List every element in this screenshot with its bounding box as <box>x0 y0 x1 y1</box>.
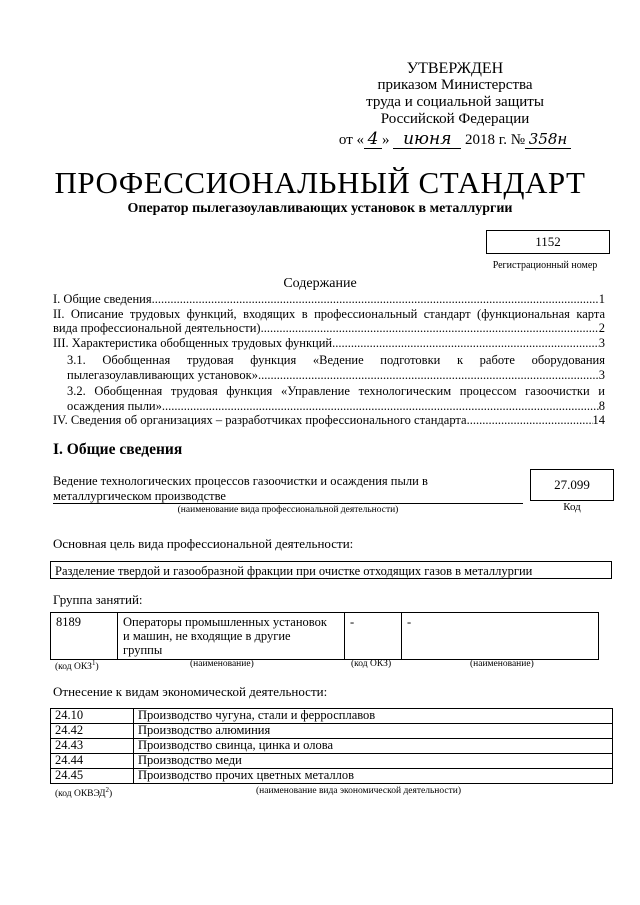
order-month: июня <box>393 131 461 149</box>
registration-label: Регистрационный номер <box>492 260 598 271</box>
approval-line-3: труда и социальной защиты <box>366 94 544 110</box>
toc-item[interactable]: осаждения пыли» ..... 8 <box>67 399 605 414</box>
goal-label: Основная цель вида профессиональной деятельности: <box>53 536 354 551</box>
okved-caption: (код ОКВЭД$^2$) <box>55 786 113 800</box>
order-day: 4 <box>364 131 382 149</box>
document-subtitle: Оператор пылегазоулавливающих установок в металлургии <box>127 201 513 216</box>
toc-item[interactable]: IV. Сведения об организациях – разработчиках профессионального стандарта ..... 14 <box>53 413 605 428</box>
approval-block <box>330 60 580 149</box>
table-row <box>51 739 613 754</box>
order-number: 358н <box>525 131 571 149</box>
order-year: 2018 г. № <box>465 132 526 148</box>
toc-item[interactable]: I. Общие сведения ..... 1 <box>53 292 605 307</box>
okz-code: 8189 <box>51 613 118 660</box>
approval-date-line <box>330 131 580 149</box>
activity-code-caption: Код <box>563 501 581 513</box>
occupation-group-table <box>50 612 599 660</box>
date-day-suffix: » <box>382 132 390 148</box>
econ-label: Отнесение к видам экономической деятельности: <box>53 684 328 699</box>
table-row <box>51 769 613 784</box>
toc-item-line[interactable]: II. Описание трудовых функций, входящих в профессиональный стандарт (функциональная карта <box>53 306 605 321</box>
okz-caption-2: (код ОКЗ) <box>351 659 392 669</box>
registration-number: 1152 <box>486 230 610 254</box>
table-row <box>51 709 613 724</box>
okved-code: 24.10 <box>51 709 134 724</box>
okz-name-2: - <box>402 613 599 660</box>
name-caption-2: (наименование) <box>470 659 534 669</box>
toc-title: Содержание <box>283 276 357 291</box>
okved-code: 24.43 <box>51 739 134 754</box>
toc-item[interactable]: III. Характеристика обобщенных трудовых функций ..... 3 <box>53 336 605 351</box>
goal-box: Разделение твердой и газообразной фракции при очистке отходящих газов в металлургии <box>50 561 612 579</box>
okz-code-2: - <box>345 613 402 660</box>
okved-code: 24.42 <box>51 724 134 739</box>
toc-item[interactable]: пылегазоулавливающих установок» ..... 3 <box>67 368 605 383</box>
section-heading: I. Общие сведения <box>53 441 183 458</box>
okved-name-caption: (наименование вида экономической деятельности) <box>256 786 461 796</box>
activity-code: 27.099 <box>530 469 614 501</box>
activity-underline <box>53 503 523 504</box>
okved-name: Производство меди <box>134 754 613 769</box>
table-row <box>51 613 599 660</box>
okved-name: Производство свинца, цинка и олова <box>134 739 613 754</box>
approval-line-4: Российской Федерации <box>380 111 530 127</box>
approval-title: УТВЕРЖДЕН <box>406 60 504 77</box>
table-row <box>51 724 613 739</box>
toc-item[interactable]: вида профессиональной деятельности) ..... 2 <box>53 321 605 336</box>
approval-line-2: приказом Министерства <box>377 77 533 93</box>
toc-item-line[interactable]: 3.1. Обобщенная трудовая функция «Ведение подготовки к работе оборудования <box>67 353 605 367</box>
okved-name: Производство прочих цветных металлов <box>134 769 613 784</box>
okved-code: 24.44 <box>51 754 134 769</box>
okz-name: Операторы промышленных установок и машин, не входящие в другие группы <box>118 613 345 660</box>
group-label: Группа занятий: <box>53 592 143 607</box>
name-caption: (наименование) <box>190 659 254 669</box>
okved-name: Производство алюминия <box>134 724 613 739</box>
document-title: ПРОФЕССИОНАЛЬНЫЙ СТАНДАРТ <box>54 165 586 200</box>
okved-name: Производство чугуна, стали и ферросплавов <box>134 709 613 724</box>
activity-caption: (наименование вида профессиональной деятельности) <box>177 505 399 515</box>
date-prefix: от « <box>338 132 365 148</box>
table-row <box>51 754 613 769</box>
okved-code: 24.45 <box>51 769 134 784</box>
okz-caption: (код ОКЗ$^1$) <box>55 659 99 673</box>
toc-item-line[interactable]: 3.2. Обобщенная трудовая функция «Управление технологическим процессом газоочистки и <box>67 384 605 398</box>
activity-name: Ведение технологических процессов газоочистки и осаждения пыли в металлургическом производстве <box>53 474 428 503</box>
econ-activity-table <box>50 708 613 784</box>
table-of-contents <box>53 292 605 428</box>
